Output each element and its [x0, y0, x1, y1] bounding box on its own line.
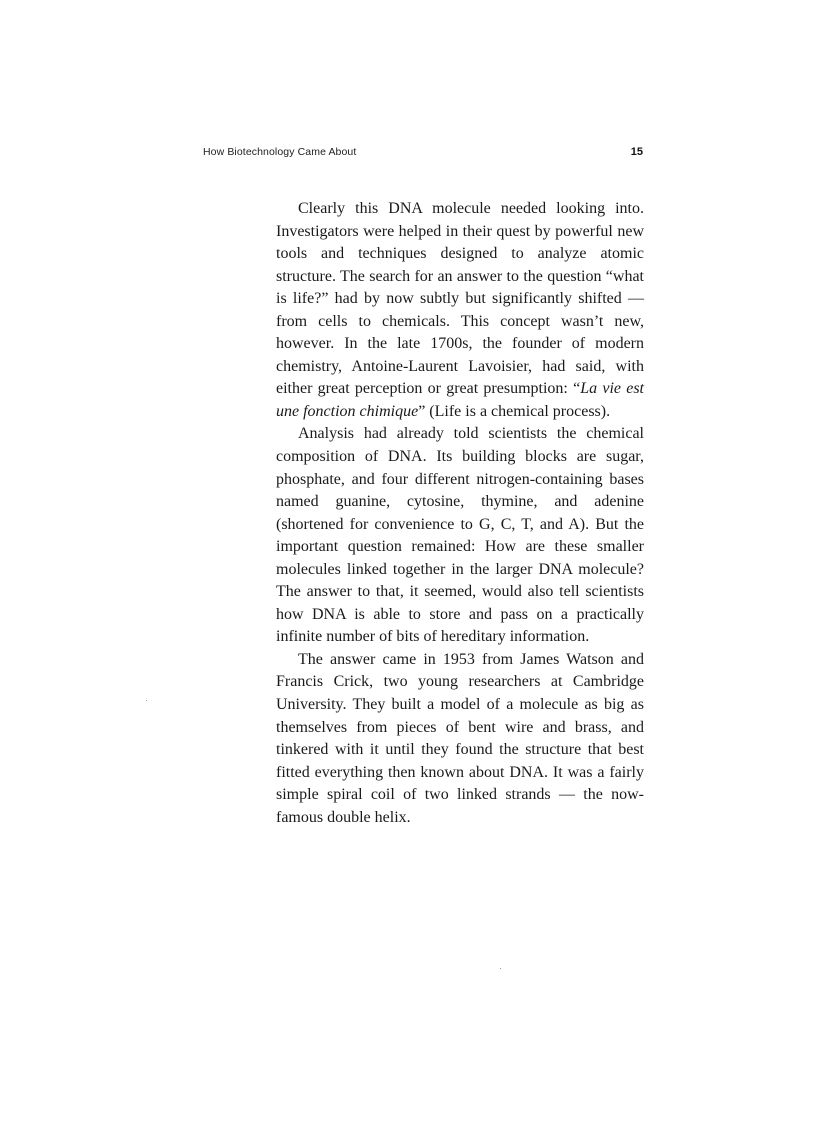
- page-number: 15: [630, 146, 643, 158]
- body-text: [276, 198, 644, 829]
- scan-speck: [146, 700, 147, 701]
- paragraph-double-helix: The answer came in 1953 from James Watson and Francis Crick, two young researchers at Cambridge University. They built a model of a molecule as big as themselves from pieces of bent wire and brass, and tinkered with it until they found the structure that best fitted everything then known about DNA. It was a fairly simple spiral coil of two linked strands — the now-famous double helix.: [276, 650, 644, 826]
- paragraph-1-text: Clearly this DNA molecule needed looking into. Investigators were helped in their quest by powerful new tools and techniques designed to analyze atomic structure. The search for an answer to the question “what is life?” had by now subtly but significantly shifted — from cells to chemicals. This concept wasn’t new, however. In the late 1700s, the founder of modern chemistry, Antoine-Laurent Lavoisier, had said, with either great perception or great presumption: “: [276, 200, 644, 398]
- scan-speck: [500, 968, 501, 969]
- running-head: [203, 146, 643, 162]
- paragraph-dna-composition: Analysis had already told scientists the chemical composition of DNA. Its building blocks are sugar, phosphate, and four different nitrogen-containing bases named guanine, cytosine, thymine, and adenine (shortened for convenience to G, C, T, and A). But the important question remained: How are these smaller molecules linked together in the larger DNA molecule? The answer to that, it seemed, would also tell scientists how DNA is able to store and pass on a practically infinite number of bits of hereditary information.: [276, 425, 644, 646]
- paragraph-lavoisier: [276, 198, 644, 423]
- paragraph-1-tail: ” (Life is a chemical process).: [418, 402, 611, 420]
- french-quote: La vie est une fonction chimique: [276, 380, 644, 420]
- running-title: How Biotechnology Came About: [203, 146, 357, 158]
